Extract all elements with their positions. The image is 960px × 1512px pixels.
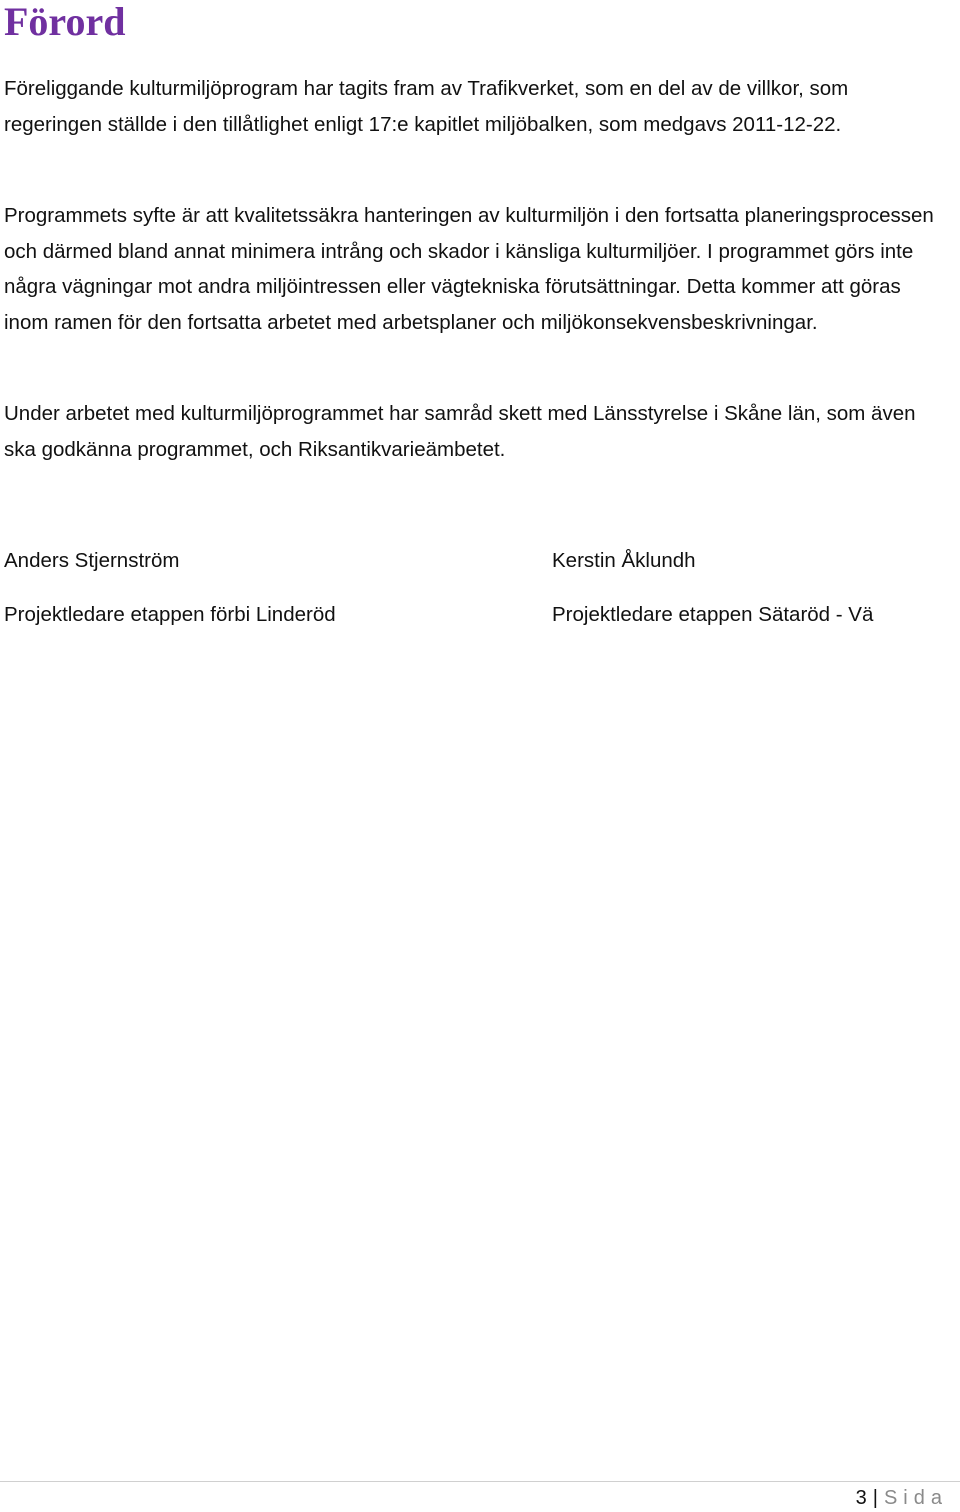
signature-role: Projektledare etappen Sätaröd - Vä <box>552 603 874 626</box>
page-number: 3 <box>855 1487 867 1509</box>
paragraph-intro: Föreliggande kulturmiljöprogram har tagits fram av Trafikverket, som en del av de villkor, som regeringen ställde i den tillåtlighet enligt 17:e kapitlet miljöbalken, som medgavs 2011-12-22. <box>4 77 849 136</box>
paragraph-purpose: Programmets syfte är att kvalitetssäkra hanteringen av kulturmiljön i den fortsatta planeringsprocessen och därmed bland annat minimera intrång och skador i känsliga kulturmiljöer. I programmet görs inte några vägningar mot andra miljöintressen eller vägtekniska förutsättningar. Detta kommer att göras inom ramen för den fortsatta arbetet med arbetsplaner och miljökonsekvensbeskrivningar. <box>4 204 934 334</box>
page-label: Sida <box>883 1487 948 1509</box>
page-title: Förord <box>4 0 126 44</box>
paragraph-consultation: Under arbetet med kulturmiljöprogrammet har samråd skett med Länsstyrelse i Skåne län, som även ska godkänna programmet, och Riksantikvarieämbetet. <box>4 402 916 461</box>
page-footer <box>856 1486 948 1510</box>
footer-divider <box>0 1481 960 1482</box>
signature-role: Projektledare etappen förbi Linderöd <box>4 603 336 626</box>
signature-block-left <box>4 543 336 633</box>
signature-name: Anders Stjernström <box>4 549 180 572</box>
signature-name: Kerstin Åklundh <box>552 549 696 572</box>
footer-separator: | <box>872 1487 878 1509</box>
signature-block-right <box>552 543 873 633</box>
